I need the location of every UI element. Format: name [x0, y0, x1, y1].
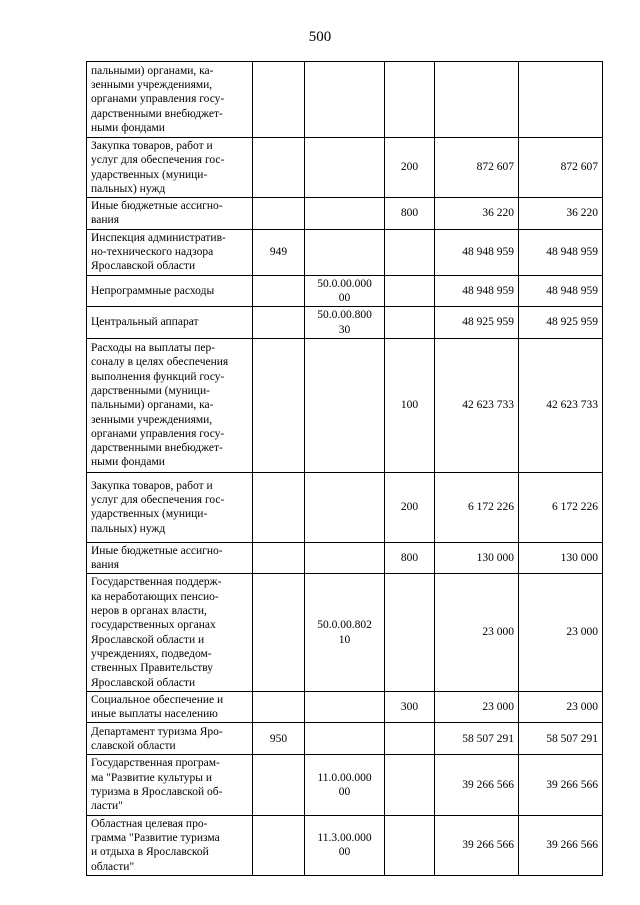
row-target-cell: [305, 338, 385, 472]
row-amount2-cell: [519, 62, 603, 138]
row-code-cell: 949: [253, 229, 305, 275]
row-code-cell: [253, 691, 305, 723]
table-row: [87, 138, 603, 198]
row-amount2-cell: 42 623 733: [519, 338, 603, 472]
row-amount1-cell: 48 948 959: [435, 275, 519, 307]
row-code-cell: 950: [253, 723, 305, 755]
row-type-cell: 300: [385, 691, 435, 723]
row-amount2-cell: 23 000: [519, 691, 603, 723]
row-amount2-cell: 48 948 959: [519, 229, 603, 275]
row-code-cell: [253, 138, 305, 198]
row-amount1-cell: 23 000: [435, 574, 519, 691]
table-row: [87, 338, 603, 472]
row-amount1-cell: 23 000: [435, 691, 519, 723]
row-type-cell: 800: [385, 542, 435, 574]
row-target-cell: [305, 138, 385, 198]
row-amount1-cell: 42 623 733: [435, 338, 519, 472]
row-amount2-cell: 39 266 566: [519, 815, 603, 875]
row-amount2-cell: 48 948 959: [519, 275, 603, 307]
row-type-cell: 200: [385, 472, 435, 542]
row-type-cell: 200: [385, 138, 435, 198]
row-code-cell: [253, 275, 305, 307]
row-code-cell: [253, 62, 305, 138]
row-target-cell: 11.0.00.000 00: [305, 755, 385, 815]
row-code-cell: [253, 574, 305, 691]
row-name-cell: Инспекция административ- но-технического надзора Ярославской области: [87, 229, 253, 275]
row-name-cell: Закупка товаров, работ и услуг для обеспечения гос- ударственных (муници- пальных) нужд: [87, 472, 253, 542]
row-type-cell: [385, 307, 435, 339]
table-row: [87, 574, 603, 691]
row-amount1-cell: 872 607: [435, 138, 519, 198]
row-name-cell: пальными) органами, ка- зенными учреждениями, органами управления госу- дарственными внебюджет- ными фондами: [87, 62, 253, 138]
row-amount1-cell: 39 266 566: [435, 755, 519, 815]
table-row: [87, 198, 603, 230]
row-type-cell: 800: [385, 198, 435, 230]
row-type-cell: [385, 815, 435, 875]
table-row: [87, 307, 603, 339]
row-amount2-cell: 130 000: [519, 542, 603, 574]
row-type-cell: 100: [385, 338, 435, 472]
row-name-cell: Государственная програм- ма "Развитие культуры и туризма в Ярославской об- ласти": [87, 755, 253, 815]
row-amount2-cell: 23 000: [519, 574, 603, 691]
row-target-cell: 50.0.00.802 10: [305, 574, 385, 691]
row-target-cell: [305, 723, 385, 755]
row-target-cell: [305, 62, 385, 138]
row-code-cell: [253, 815, 305, 875]
row-target-cell: [305, 229, 385, 275]
row-amount1-cell: 48 948 959: [435, 229, 519, 275]
table-row: [87, 815, 603, 875]
row-target-cell: 50.0.00.000 00: [305, 275, 385, 307]
row-code-cell: [253, 307, 305, 339]
row-type-cell: [385, 723, 435, 755]
row-amount1-cell: 48 925 959: [435, 307, 519, 339]
row-name-cell: Государственная поддерж- ка неработающих пенсио- неров в органах власти, государственных органах Ярославской области и учреждениях, подведом- ственных Правительству Ярославской области: [87, 574, 253, 691]
table-row: [87, 275, 603, 307]
row-name-cell: Департамент туризма Яро- славской области: [87, 723, 253, 755]
row-type-cell: [385, 275, 435, 307]
row-name-cell: Иные бюджетные ассигно- вания: [87, 542, 253, 574]
row-type-cell: [385, 574, 435, 691]
row-name-cell: Областная целевая про- грамма "Развитие туризма и отдыха в Ярославской области": [87, 815, 253, 875]
row-target-cell: [305, 198, 385, 230]
row-code-cell: [253, 472, 305, 542]
row-target-cell: [305, 691, 385, 723]
row-target-cell: 11.3.00.000 00: [305, 815, 385, 875]
row-type-cell: [385, 755, 435, 815]
row-amount2-cell: 6 172 226: [519, 472, 603, 542]
table-body: [87, 62, 603, 876]
table-row: [87, 542, 603, 574]
row-code-cell: [253, 198, 305, 230]
row-amount1-cell: 36 220: [435, 198, 519, 230]
table-row: [87, 229, 603, 275]
table-row: [87, 723, 603, 755]
row-code-cell: [253, 542, 305, 574]
table-row: [87, 755, 603, 815]
row-target-cell: [305, 472, 385, 542]
row-name-cell: Закупка товаров, работ и услуг для обеспечения гос- ударственных (муници- пальных) нужд: [87, 138, 253, 198]
row-target-cell: [305, 542, 385, 574]
page-number: 500: [308, 29, 332, 45]
row-name-cell: Центральный аппарат: [87, 307, 253, 339]
row-amount1-cell: 6 172 226: [435, 472, 519, 542]
row-amount2-cell: 872 607: [519, 138, 603, 198]
row-amount2-cell: 58 507 291: [519, 723, 603, 755]
row-target-cell: 50.0.00.800 30: [305, 307, 385, 339]
row-amount1-cell: [435, 62, 519, 138]
row-code-cell: [253, 755, 305, 815]
row-amount2-cell: 39 266 566: [519, 755, 603, 815]
budget-table: [86, 61, 603, 876]
row-amount1-cell: 130 000: [435, 542, 519, 574]
row-amount1-cell: 58 507 291: [435, 723, 519, 755]
row-code-cell: [253, 338, 305, 472]
table-row: [87, 691, 603, 723]
row-amount2-cell: 36 220: [519, 198, 603, 230]
row-type-cell: [385, 229, 435, 275]
row-name-cell: Социальное обеспечение и иные выплаты населению: [87, 691, 253, 723]
row-name-cell: Иные бюджетные ассигно- вания: [87, 198, 253, 230]
row-amount1-cell: 39 266 566: [435, 815, 519, 875]
row-name-cell: Непрограммные расходы: [87, 275, 253, 307]
row-name-cell: Расходы на выплаты пер- соналу в целях обеспечения выполнения функций госу- дарственными (муници- пальными) органами, ка- зенными учреждениями, органами управления госу- дарственными внебюджет- ными фондами: [87, 338, 253, 472]
table-row: [87, 472, 603, 542]
row-amount2-cell: 48 925 959: [519, 307, 603, 339]
table-row: [87, 62, 603, 138]
row-type-cell: [385, 62, 435, 138]
